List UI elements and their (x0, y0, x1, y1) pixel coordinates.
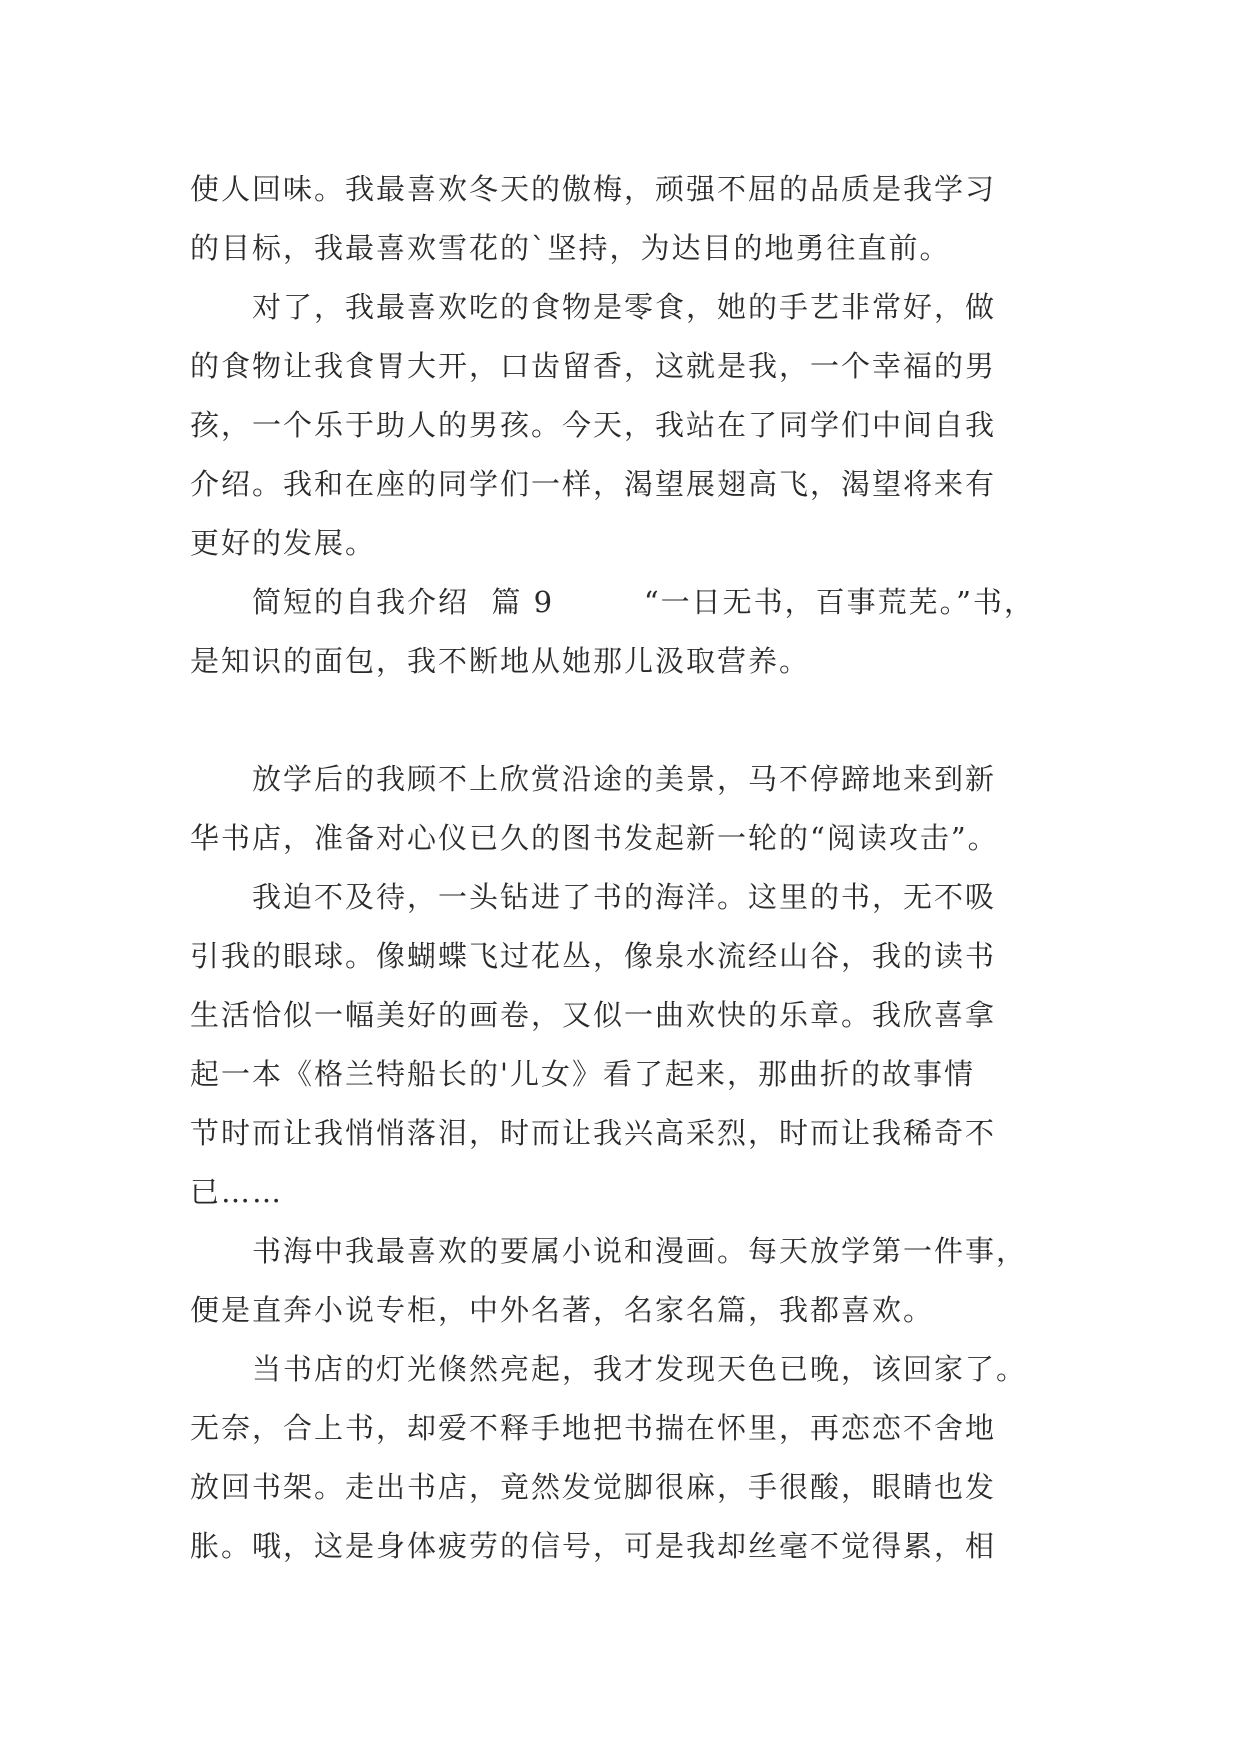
text-line: 我迫不及待，一头钻进了书的海洋。这里的书，无不吸 (252, 880, 997, 914)
text-line: 已…… (190, 1175, 284, 1209)
text-line: 无奈，合上书，却爱不释手地把书揣在怀里，再恋恋不舍地 (190, 1411, 997, 1445)
text-line: 的目标，我最喜欢雪花的`坚持，为达目的地勇往直前。 (190, 231, 951, 265)
text-line: 更好的发展。 (190, 526, 377, 560)
paragraph-7 (190, 1340, 1070, 1576)
paragraph-2 (190, 278, 1070, 573)
text-line: 是知识的面包，我不断地从她那儿汲取营养。 (190, 644, 811, 678)
text-line: 华书店，准备对心仪已久的图书发起新一轮的“阅读攻击”。 (190, 821, 999, 855)
paragraph-1 (190, 160, 1070, 278)
text-line: 起一本《格兰特船长的'儿女》看了起来，那曲折的故事情 (190, 1057, 975, 1091)
text-line: 对了，我最喜欢吃的食物是零食，她的手艺非常好，做 (252, 290, 997, 324)
text-line: 简短的自我介绍 篇 9 “一日无书，百事荒芜。”书， (252, 585, 1036, 619)
text-line: 节时而让我悄悄落泪，时而让我兴高采烈，时而让我稀奇不 (190, 1116, 997, 1150)
body-text (190, 160, 1070, 1576)
text-line: 书海中我最喜欢的要属小说和漫画。每天放学第一件事， (252, 1234, 1028, 1268)
text-line: 孩，一个乐于助人的男孩。今天，我站在了同学们中间自我 (190, 408, 997, 442)
paragraph-4 (190, 750, 1070, 868)
text-line: 介绍。我和在座的同学们一样，渴望展翅高飞，渴望将来有 (190, 467, 997, 501)
paragraph-5 (190, 868, 1070, 1222)
text-line: 使人回味。我最喜欢冬天的傲梅，顽强不屈的品质是我学习 (190, 172, 997, 206)
text-line: 胀。哦，这是身体疲劳的信号，可是我却丝毫不觉得累，相 (190, 1529, 997, 1563)
text-line: 便是直奔小说专柜，中外名著，名家名篇，我都喜欢。 (190, 1293, 935, 1327)
text-line: 引我的眼球。像蝴蝶飞过花丛，像泉水流经山谷，我的读书 (190, 939, 997, 973)
paragraph-6 (190, 1222, 1070, 1340)
paragraph-gap (190, 691, 1070, 750)
text-line: 的食物让我食胃大开，口齿留香，这就是我，一个幸福的男 (190, 349, 997, 383)
text-line: 生活恰似一幅美好的画卷，又似一曲欢快的乐章。我欣喜拿 (190, 998, 997, 1032)
paragraph-3 (190, 573, 1070, 691)
text-line: 当书店的灯光倏然亮起，我才发现天色已晚，该回家了。 (252, 1352, 1028, 1386)
text-line: 放学后的我顾不上欣赏沿途的美景，马不停蹄地来到新 (252, 762, 997, 796)
text-line: 放回书架。走出书店，竟然发觉脚很麻，手很酸，眼睛也发 (190, 1470, 997, 1504)
